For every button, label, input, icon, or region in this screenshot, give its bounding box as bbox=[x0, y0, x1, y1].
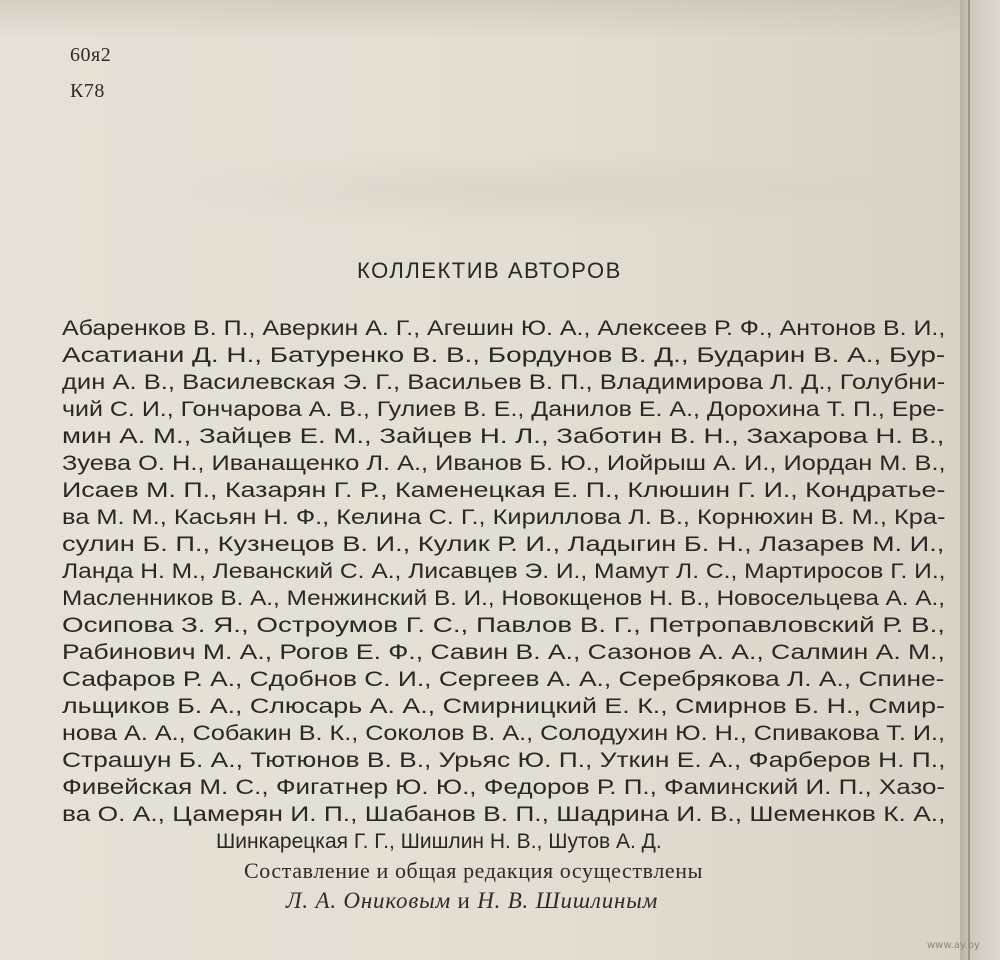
author-line: ва О. А., Цамерян И. П., Шабанов В. П., Шадрина И. В., Шеменков К. А., bbox=[62, 803, 946, 826]
page-title: КОЛЛЕКТИВ АВТОРОВ bbox=[357, 258, 622, 283]
book-gutter bbox=[960, 0, 1000, 960]
author-line: нова А. А., Собакин В. К., Соколов В. А., Солодухин Ю. Н., Спивакова Т. И., bbox=[62, 722, 945, 745]
author-line: Асатиани Д. Н., Батуренко В. В., Бордунов В. Д., Бударин В. А., Бур- bbox=[62, 344, 946, 367]
page-shadow bbox=[0, 0, 960, 40]
author-line: Фивейская М. С., Фигатнер Ю. Ю., Федоров Р. П., Фаминский И. П., Хазо- bbox=[62, 776, 946, 799]
author-line: Абаренков В. П., Аверкин А. Г., Агешин Ю. А., Алексеев Р. Ф., Антонов В. И., bbox=[62, 317, 946, 340]
author-line: Сафаров Р. А., Сдобнов С. И., Сергеев А. А., Серебрякова Л. А., Спине- bbox=[62, 668, 945, 691]
editors-line bbox=[286, 888, 658, 914]
author-line: Осипова З. Я., Остроумов Г. С., Павлов В. Г., Петропавловский Р. В., bbox=[62, 614, 945, 637]
author-line: Исаев М. П., Казарян Г. Р., Каменецкая Е. П., Клюшин Г. И., Кондратье- bbox=[62, 479, 946, 502]
editor-conjunction: и bbox=[457, 888, 471, 913]
author-line: Рабинович М. А., Рогов Е. Ф., Савин В. А., Сазонов А. А., Салмин А. М., bbox=[62, 641, 945, 664]
author-line: Зуева О. Н., Иванащенко Л. А., Иванов Б. Ю., Иойрыш А. И., Иордан М. В., bbox=[62, 452, 946, 475]
author-line: чий С. И., Гончарова А. В., Гулиев В. Е., Данилов Е. А., Дорохина Т. П., Ере- bbox=[62, 398, 945, 421]
ink-bleed-through bbox=[120, 150, 900, 230]
author-line: Шинкарецкая Г. Г., Шишлин Н. В., Шутов А. Д. bbox=[216, 830, 662, 853]
author-line: сулин Б. П., Кузнецов В. И., Кулик Р. И., Ладыгин Б. Н., Лазарев М. И., bbox=[62, 533, 945, 556]
author-line: ва М. М., Касьян Н. Ф., Келина С. Г., Кириллова Л. В., Корнюхин В. М., Кра- bbox=[62, 506, 946, 529]
editor-name: Л. А. Ониковым bbox=[286, 888, 451, 913]
author-line: Ланда Н. М., Леванский С. А., Лисавцев Э. И., Мамут Л. С., Мартиросов Г. И., bbox=[62, 560, 946, 583]
editorial-credit: Составление и общая редакция осуществлены bbox=[244, 858, 704, 883]
author-line: дин А. В., Василевская Э. Г., Васильев В. П., Владимирова Л. Д., Голубни- bbox=[62, 371, 946, 394]
author-line: мин А. М., Зайцев Е. М., Зайцев Н. Л., Заботин В. Н., Захарова Н. В., bbox=[62, 425, 945, 448]
author-line: Страшун Б. А., Тютюнов В. В., Урьяс Ю. П., Уткин Е. А., Фарберов Н. П., bbox=[62, 749, 946, 772]
author-sign-code: К78 bbox=[70, 80, 105, 102]
classification-code: 60я2 bbox=[70, 44, 112, 66]
gutter-edge bbox=[968, 0, 970, 960]
watermark: www.ay.by bbox=[927, 940, 980, 951]
author-line: льщиков Б. А., Слюсарь А. А., Смирницкий Е. К., Смирнов Б. Н., Смир- bbox=[62, 695, 945, 718]
editor-name: Н. В. Шишлиным bbox=[477, 888, 659, 913]
author-line: Масленников В. А., Менжинский В. И., Новокщенов Н. В., Новосельцева А. А., bbox=[62, 587, 946, 610]
